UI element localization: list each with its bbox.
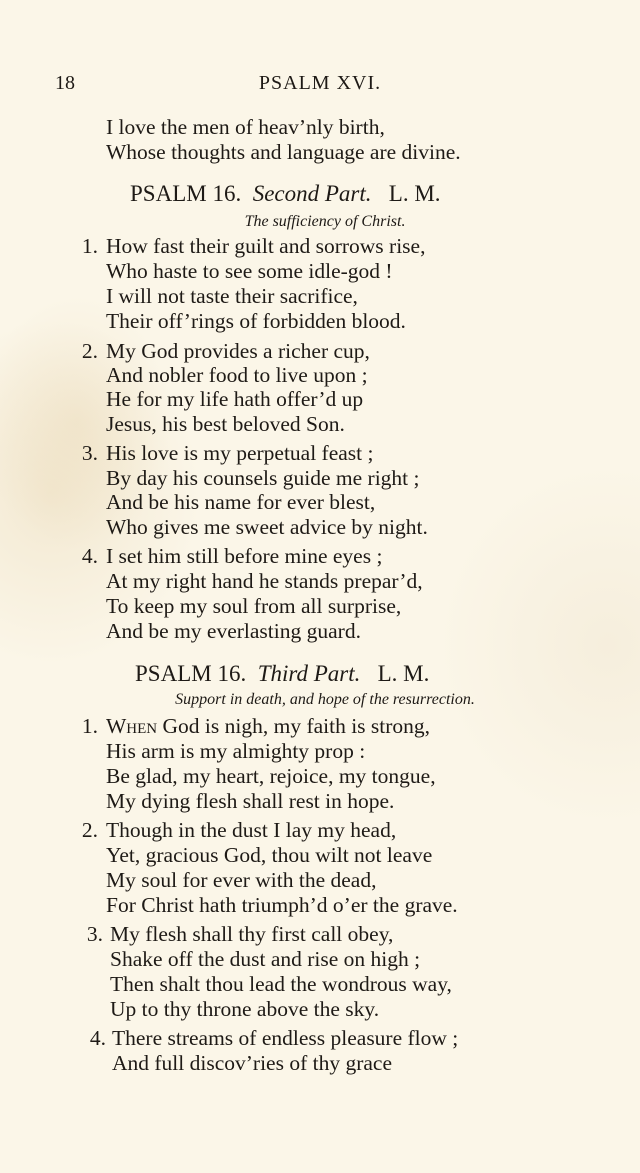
verse-line: He for my life hath offer’d up [106, 387, 364, 411]
verse-line: At my right hand he stands prepar’d, [106, 569, 423, 593]
verse-line: My God provides a richer cup, [106, 339, 370, 363]
part-label: Third Part. [257, 661, 361, 686]
verse-line: To keep my soul from all surprise, [106, 594, 402, 618]
verse-line: There streams of endless pleasure flow ; [112, 1026, 459, 1050]
verse-line: Who haste to see some idle-god ! [106, 259, 393, 283]
stanza-number: 1. [81, 714, 98, 738]
verse-line: And be my everlasting guard. [106, 619, 361, 643]
verse-line: Their off’rings of forbidden blood. [106, 309, 406, 333]
part-label: Second Part. [252, 181, 372, 206]
psalm-word: PSALM [130, 181, 207, 206]
verse-line: I will not taste their sacrifice, [106, 284, 358, 308]
verse-line: Yet, gracious God, thou wilt not leave [106, 843, 433, 867]
psalm-subtitle-part3: Support in death, and hope of the resurrection. [175, 691, 475, 708]
verse-line: For Christ hath triumph’d o’er the grave. [106, 893, 458, 917]
verse-line: My soul for ever with the dead, [106, 868, 377, 892]
verse-line: Though in the dust I lay my head, [106, 818, 397, 842]
verse-line: Up to thy throne above the sky. [110, 997, 380, 1021]
stanza-number: 4. [89, 1026, 106, 1050]
meter-label: L. M. [388, 181, 441, 206]
verse-line: Shake off the dust and rise on high ; [110, 947, 421, 971]
psalm-number: 16. [212, 181, 242, 206]
stanza-number: 1. [81, 234, 98, 258]
verse-line: My dying flesh shall rest in hope. [106, 789, 395, 813]
stanza-number: 2. [81, 339, 98, 363]
running-head: PSALM XVI. [258, 72, 382, 94]
psalm-title-part2 [130, 180, 441, 208]
stanza-number: 3. [81, 441, 98, 465]
verse-line: By day his counsels guide me right ; [106, 466, 420, 490]
verse-line: Be glad, my heart, rejoice, my tongue, [106, 764, 436, 788]
stanza-number: 3. [86, 922, 103, 946]
verse-line: How fast their guilt and sorrows rise, [106, 234, 426, 258]
verse-line [106, 713, 430, 739]
stanza-number: 2. [81, 818, 98, 842]
first-word: When [106, 714, 158, 738]
verse-line: His arm is my almighty prop : [106, 739, 366, 763]
psalm-title-part3 [135, 660, 429, 688]
stanza-number: 4. [81, 544, 98, 568]
verse-line: And nobler food to live upon ; [106, 363, 368, 387]
verse-line: My flesh shall thy first call obey, [110, 922, 394, 946]
page-header [55, 72, 585, 98]
verse-line: And full discov’ries of thy grace [112, 1051, 393, 1075]
opening-line: I love the men of heav’nly birth, [106, 115, 385, 139]
verse-line: I set him still before mine eyes ; [106, 544, 383, 568]
verse-line: Then shalt thou lead the wondrous way, [110, 972, 452, 996]
page-number: 18 [55, 72, 75, 94]
verse-line: Jesus, his best beloved Son. [106, 412, 345, 436]
psalm-subtitle-part2: The sufficiency of Christ. [244, 213, 406, 230]
meter-label: L. M. [377, 661, 430, 686]
verse-line: And be his name for ever blest, [106, 490, 376, 514]
opening-line: Whose thoughts and language are divine. [106, 140, 461, 164]
psalm-number: 16. [217, 661, 247, 686]
verse-line: His love is my perpetual feast ; [106, 441, 374, 465]
verse-line: Who gives me sweet advice by night. [106, 515, 428, 539]
first-line-rest: God is nigh, my faith is strong, [157, 714, 431, 738]
psalm-word: PSALM [135, 661, 212, 686]
